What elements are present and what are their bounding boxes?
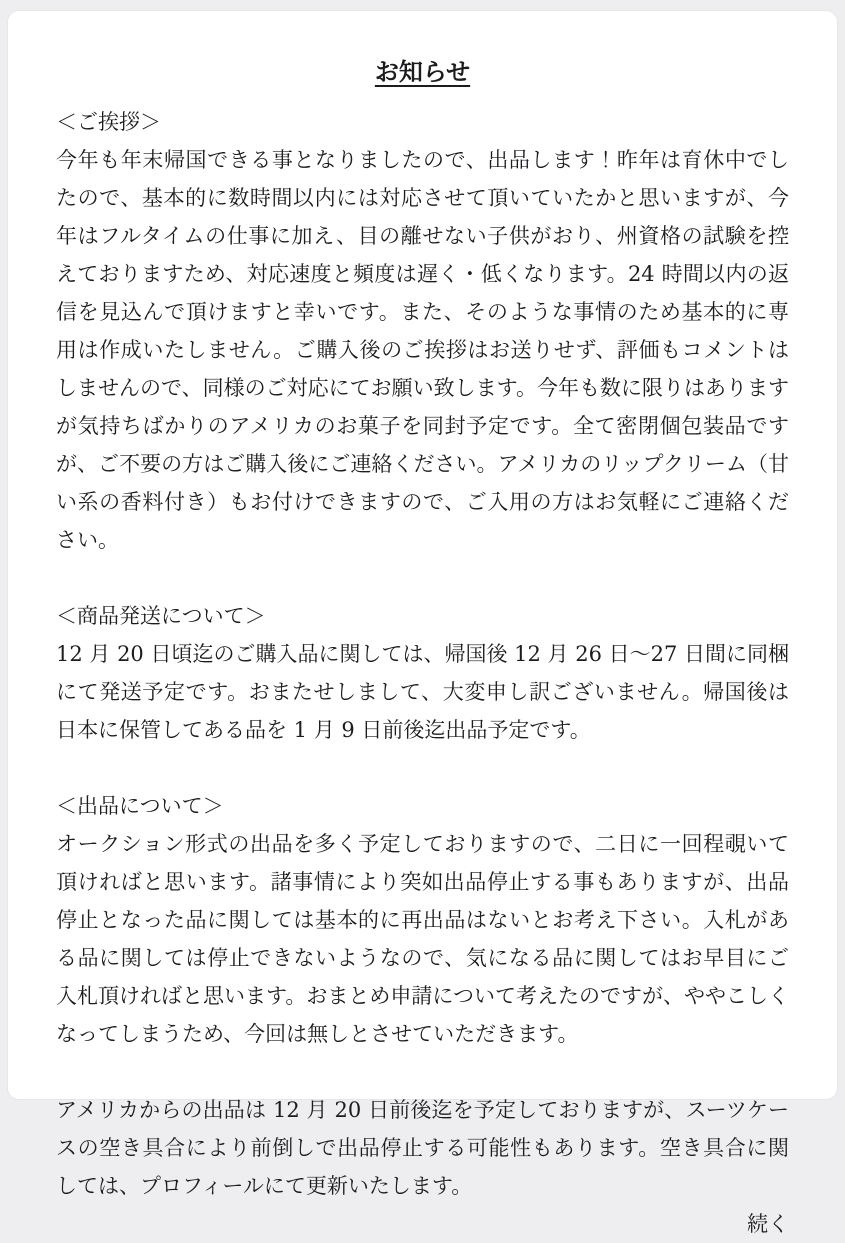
section-listing	[56, 787, 789, 1053]
section-shipping	[56, 597, 789, 749]
section-shipping-body: 12 月 20 日頃迄のご購入品に関しては、帰国後 12 月 26 日〜27 日間に同梱にて発送予定です。おまたせしまして、大変申し訳ございません。帰国後は日本に保管してある品を 1 月 9 日前後迄出品予定です。	[56, 642, 790, 742]
section-listing-heading: ＜出品について＞	[56, 794, 224, 818]
notice-card	[7, 10, 838, 1236]
page-title-text: お知らせ	[374, 57, 471, 86]
closing-paragraph: アメリカからの出品は 12 月 20 日前後迄を予定しておりますが、スーツケースの空き具合により前倒しで出品停止する可能性もあります。空き具合に関しては、プロフィールにて更新いたします。	[56, 1098, 789, 1198]
section-listing-body: オークション形式の出品を多く予定しておりますので、二日に一回程覗いて頂ければと思います。諸事情により突如出品停止する事もありますが、出品停止となった品に関しては基本的に再出品はないとお考え下さい。入札がある品に関しては停止できないようなので、気になる品に関してはお早目にご入札頂ければと思います。おまとめ申請について考えたのですが、ややこしくなってしまうため、今回は無しとさせていただきます。	[56, 832, 789, 1046]
section-shipping-heading: ＜商品発送について＞	[56, 604, 266, 628]
section-greeting	[56, 103, 789, 559]
section-greeting-heading: ＜ご挨拶＞	[56, 110, 161, 134]
continue-label: 続く	[747, 1212, 789, 1236]
page-title	[56, 55, 789, 89]
section-greeting-body: 今年も年末帰国できる事となりましたので、出品します！昨年は育休中でしたので、基本的に数時間以内には対応させて頂いていたかと思いますが、今年はフルタイムの仕事に加え、目の離せない子供がおり、州資格の試験を控えておりますため、対応速度と頻度は遅く・低くなります。24 時間以内の返信を見込んで頂けますと幸いです。また、そのような事情のため基本的に専用は作成いたしません。ご購入後のご挨拶はお送りせず、評価もコメントはしませんので、同様のご対応にてお願い致します。今年も数に限りはありますが気持ちばかりのアメリカのお菓子を同封予定です。全て密閉個包装品ですが、ご不要の方はご購入後にご連絡ください。アメリカのリップクリーム（甘い系の香料付き）もお付けできますので、ご入用の方はお気軽にご連絡ください。	[56, 148, 789, 552]
